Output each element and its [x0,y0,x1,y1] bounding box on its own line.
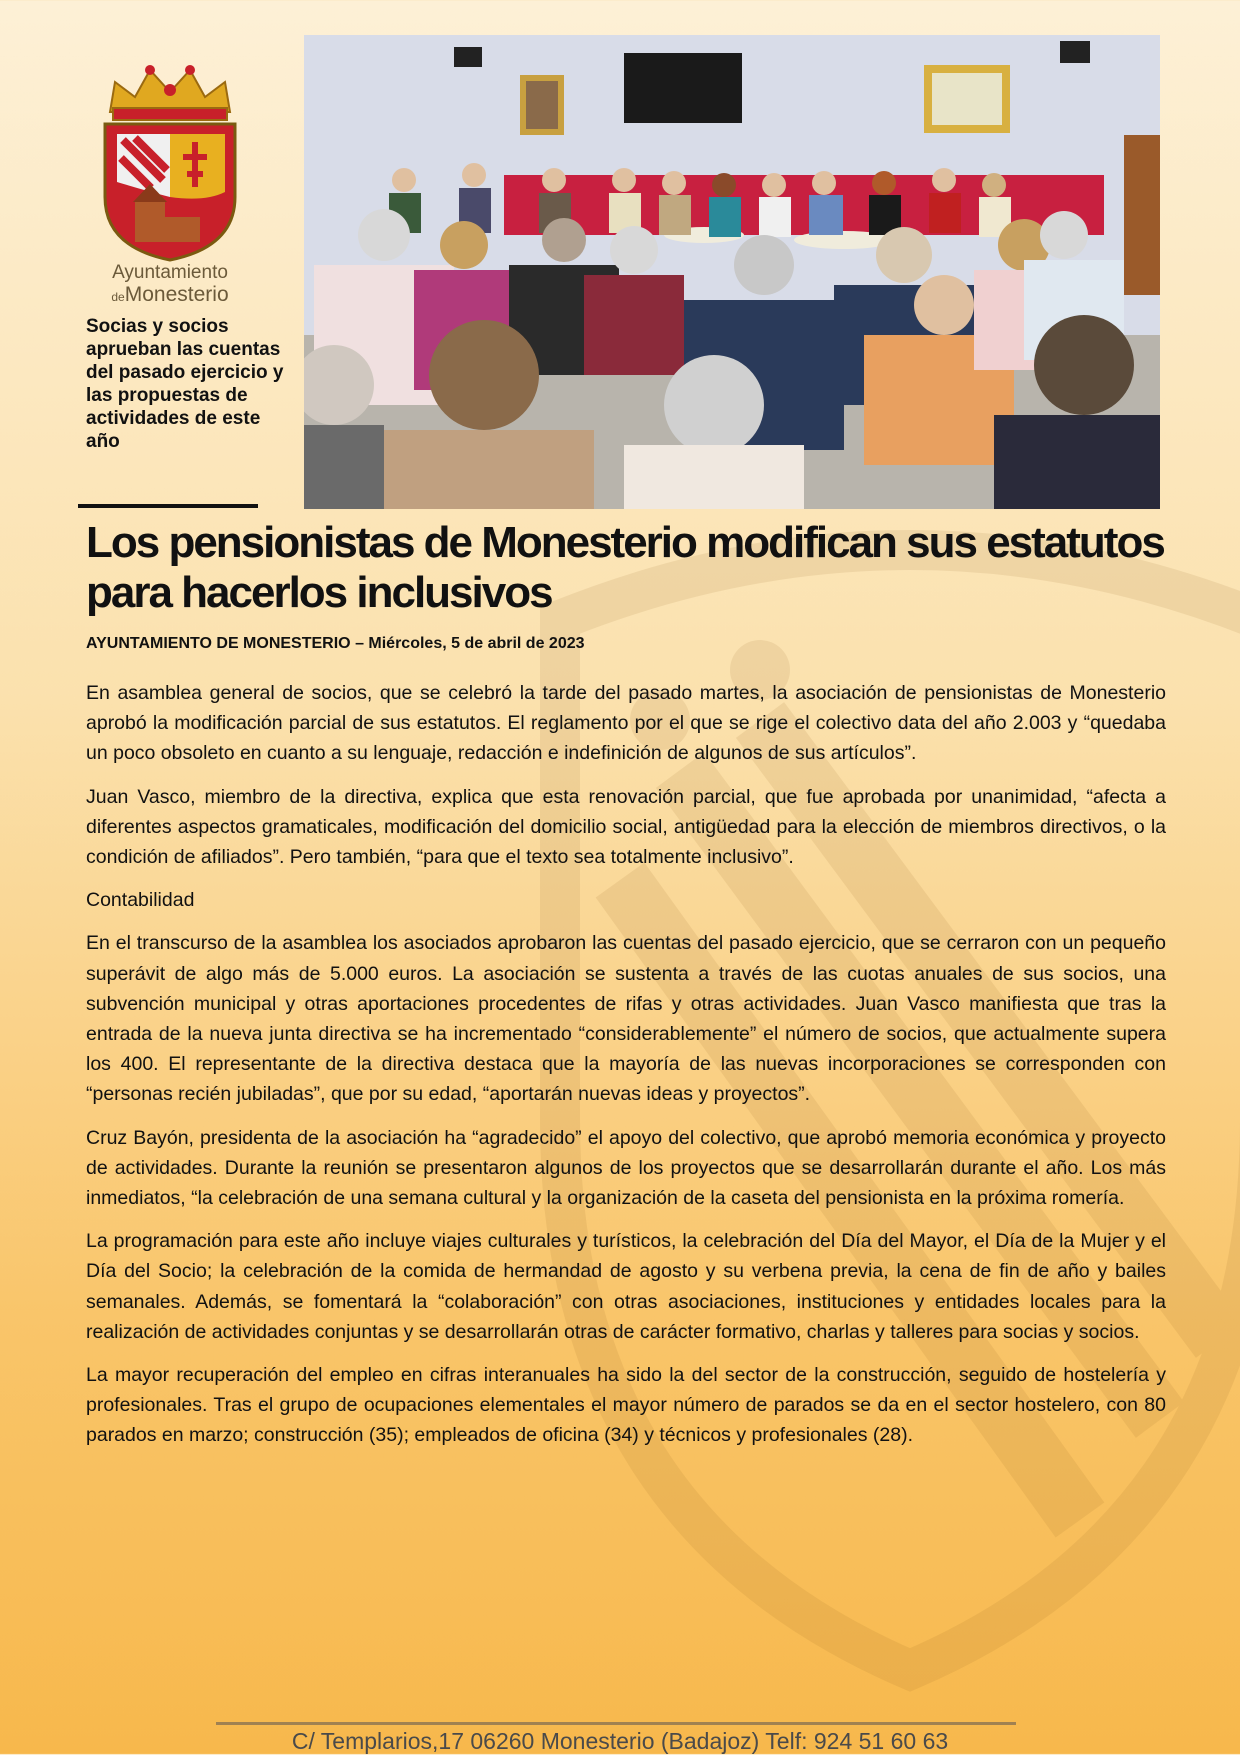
logo-line2 [75,284,265,308]
meeting-photo [304,35,1160,509]
paragraph: La mayor recuperación del empleo en cifras interanuales ha sido la del sector de la construcción, seguido de hostelería y profesionales. Tras el grupo de ocupaciones elementales el mayor número de parados se da en el sector hostelero, con 80 parados en marzo; construcción (35); empleados de oficina (34) y técnicos y profesionales (28). [86,1364,1166,1447]
subheadline: Socias y socios aprueban las cuentas del pasado ejercicio y las propuestas de actividades de este año [86,316,284,452]
paragraph: Cruz Bayón, presidenta de la asociación ha “agradecido” el apoyo del colectivo, que aprobó memoria económica y proyecto de actividades. Durante la reunión se presentaron algunos de los proyectos que se desarrollarán durante el año. Los más inmediatos, “la celebración de una semana cultural y la organización de la caseta del pensionista en la próxima romería. [86,1126,1166,1210]
article-body [86,678,1166,1464]
paragraph: Juan Vasco, miembro de la directiva, explica que esta renovación parcial, que fue aprobada por unanimidad, “afecta a diferentes aspectos gramaticales, modificación del domicilio social, antigüedad para la elección de miembros directivos, o la condición de afiliados”. Pero también, “para que el texto sea totalmente inclusivo”. [86,785,1166,869]
community-meeting-photo-icon [304,35,1160,509]
logo-prefix: de [111,290,125,304]
divider-rule [78,504,258,508]
paragraph: La programación para este año incluye viajes culturales y turísticos, la celebración del Día del Mayor, el Día de la Mujer y el Día del Socio; la celebración de la comida de hermandad de agosto y su verbena previa, la cena de fin de año y bailes semanales. Además, se fomentará la “colaboración” con otras asociaciones, instituciones y entidades locales para la realización de actividades conjuntas y se desarrollarán otras de carácter formativo, charlas y talleres para socias y socios. [86,1230,1166,1343]
paragraph: En el transcurso de la asamblea los asociados aprobaron las cuentas del pasado ejercicio, que se cerraron con un pequeño superávit de algo más de 5.000 euros. La asociación se sustenta a través de las cuotas anuales de sus socios, una subvención municipal y otras aportaciones procedentes de rifas y otras actividades. Juan Vasco manifiesta que tras la entrada de la nueva junta directiva se ha incrementado “considerablemente” el número de socios, que actualmente supera los 400. El representante de la directiva destaca que la mayoría de las nuevas incorporaciones se corresponden con “personas recién jubiladas”, que por su edad, “aportarán nuevas ideas y proyectos”. [86,932,1166,1106]
logo-line1: Ayuntamiento [112,262,228,283]
crest-icon [95,62,245,262]
byline: AYUNTAMIENTO DE MONESTERIO – Miércoles, 5 de abril de 2023 [86,635,585,652]
municipal-name [75,262,265,308]
footer-address: C/ Templarios,17 06260 Monesterio (Badajoz) Telf: 924 51 60 63 [291,1728,949,1754]
logo-town: Monesterio [124,283,229,306]
section-heading: Contabilidad [86,889,195,912]
footer-rule [216,1722,1016,1725]
paragraph: En asamblea general de socios, que se celebró la tarde del pasado martes, la asociación de pensionistas de Monesterio aprobó la modificación parcial de sus estatutos. El reglamento por el que se rige el colectivo data del año 2.003 y “quedaba un poco obsoleto en cuanto a su lenguaje, redacción e indefinición de algunos de sus artículos”. [86,682,1166,765]
headline: Los pensionistas de Monesterio modifican sus estatutos para hacerlos inclusivos [86,518,1164,617]
